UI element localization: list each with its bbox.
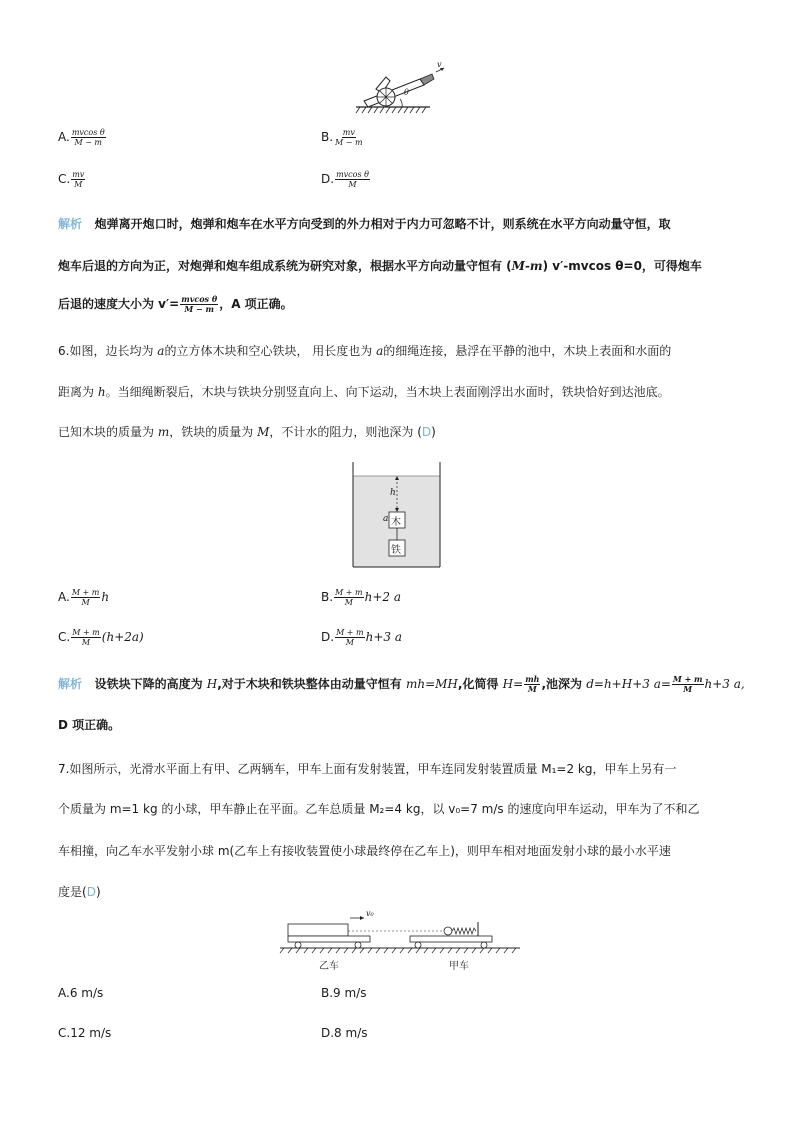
option-c[interactable]: C.12 m/s	[58, 1026, 112, 1040]
analysis-tag: 解析	[58, 217, 83, 231]
fraction: $\frac{mh}{M}$	[525, 674, 540, 694]
option-c[interactable]: C. $\frac{M + m}{M}$ (h+2a)	[58, 628, 144, 647]
answer-letter: D	[86, 885, 96, 899]
option-d[interactable]: D. $\frac{M + m}{M}$ h+3 a	[321, 628, 403, 647]
option-b[interactable]: B.9 m/s	[321, 986, 367, 1000]
option-label: C.	[58, 172, 71, 186]
answer-letter: D	[421, 425, 432, 439]
analysis-q6-line1: 解析 设铁块下降的高度为 H,对于木块和铁块整体由动量守恒有 mh=MH,化简得 H= $\frac{mh}{M}$ ,池深为 d=h+H+3 a= $\frac{M + m}{M}$ h+3 a,	[58, 674, 745, 694]
q7-stem-line4: 度是(D)	[58, 885, 101, 899]
option-label: C.	[58, 630, 71, 644]
q7-stem-line3: 车相撞，向乙车水平发射小球 m(乙车上有接收装置使小球最终停在乙车上)，则甲车相对地面发射小球的最小水平速	[58, 844, 671, 858]
carts-figure	[278, 908, 523, 958]
q6-stem-line3: 已知木块的质量为 m，铁块的质量为 M，不计水的阻力，则池深为 (D)	[58, 425, 436, 439]
option-a[interactable]	[58, 128, 107, 147]
fraction: $\frac{\text{mvcos θ}}{M - m}$	[181, 294, 218, 314]
fraction: $\frac{M + m}{M}$	[71, 588, 100, 607]
side-a-label: a	[383, 514, 389, 524]
cannon-figure	[350, 55, 450, 117]
option-c[interactable]	[58, 170, 86, 189]
velocity-label: v	[437, 60, 442, 69]
q7-stem-line2: 个质量为 m=1 kg 的小球，甲车静止在平面。乙车总质量 M₂=4 kg，以 v₀=7 m/s 的速度向甲车运动，甲车为了不和乙	[58, 802, 700, 816]
option-label: A.	[58, 130, 70, 144]
fraction: $\frac{mv}{M - m}$	[335, 128, 363, 147]
option-label: D.	[321, 172, 335, 186]
fraction: $\frac{M + m}{M}$	[336, 628, 364, 647]
option-a[interactable]: A. $\frac{M + m}{M}$ h	[58, 588, 110, 607]
option-b[interactable]	[321, 128, 365, 147]
wood-block-label: 木	[391, 517, 401, 528]
fraction: $\frac{M + m}{M}$	[72, 628, 100, 647]
option-label: A.	[58, 590, 70, 604]
q6-stem-line2: 距离为 h。当细绳断裂后，木块与铁块分别竖直向上、向下运动，当木块上表面刚浮出水面时，铁块恰好到达池底。	[58, 385, 670, 399]
car-jia-label: 甲车	[449, 961, 469, 972]
option-d[interactable]	[321, 170, 371, 189]
car-yi-label: 乙车	[319, 961, 339, 972]
fraction: $\frac{\text{mvcos θ}}{M - m}$	[71, 128, 105, 147]
fraction: $\frac{M + m}{M}$	[335, 588, 363, 607]
analysis-q5-line2: 炮车后退的方向为正，对炮弹和炮车组成系统为研究对象，根据水平方向动量守恒有 (M-m) v′-mvcos θ=0，可得炮车	[58, 259, 702, 273]
option-b[interactable]: B. $\frac{M + m}{M}$ h+2 a	[321, 588, 402, 607]
option-label: B.	[321, 130, 334, 144]
option-d[interactable]: D.8 m/s	[321, 1026, 368, 1040]
q6-stem-line1: 6.如图，边长均为 a的立方体木块和空心铁块， 用长度也为 a的细绳连接，悬浮在平静的池中，木块上表面和水面的	[58, 344, 672, 358]
analysis-q6-line2: D 项正确。	[58, 718, 121, 732]
analysis-q5-line3: 后退的速度大小为 v′= $\frac{\text{mvcos θ}}{M - m}$ ，A 项正确。	[58, 294, 293, 314]
theta-label: θ	[404, 88, 409, 97]
analysis-q5-line1: 解析 炮弹离开炮口时，炮弹和炮车在水平方向受到的外力相对于内力可忽略不计，则系统在水平方向动量守恒，取	[58, 217, 671, 231]
q7-stem-line1: 7.如图所示，光滑水平面上有甲、乙两辆车，甲车上面有发射装置，甲车连同发射装置质量 M₁=2 kg，甲车上另有一	[58, 762, 677, 776]
depth-h-label: h	[390, 488, 396, 498]
option-label: B.	[321, 590, 334, 604]
option-a[interactable]: A.6 m/s	[58, 986, 104, 1000]
fraction: $\frac{\text{mvcos θ}}{M}$	[336, 170, 369, 189]
analysis-tag: 解析	[58, 677, 83, 691]
fraction: $\frac{M + m}{M}$	[672, 674, 703, 694]
iron-block-label: 铁	[391, 545, 401, 556]
v0-label: v₀	[366, 909, 374, 918]
option-label: D.	[321, 630, 335, 644]
fraction: $\frac{mv}{M}$	[72, 170, 85, 189]
